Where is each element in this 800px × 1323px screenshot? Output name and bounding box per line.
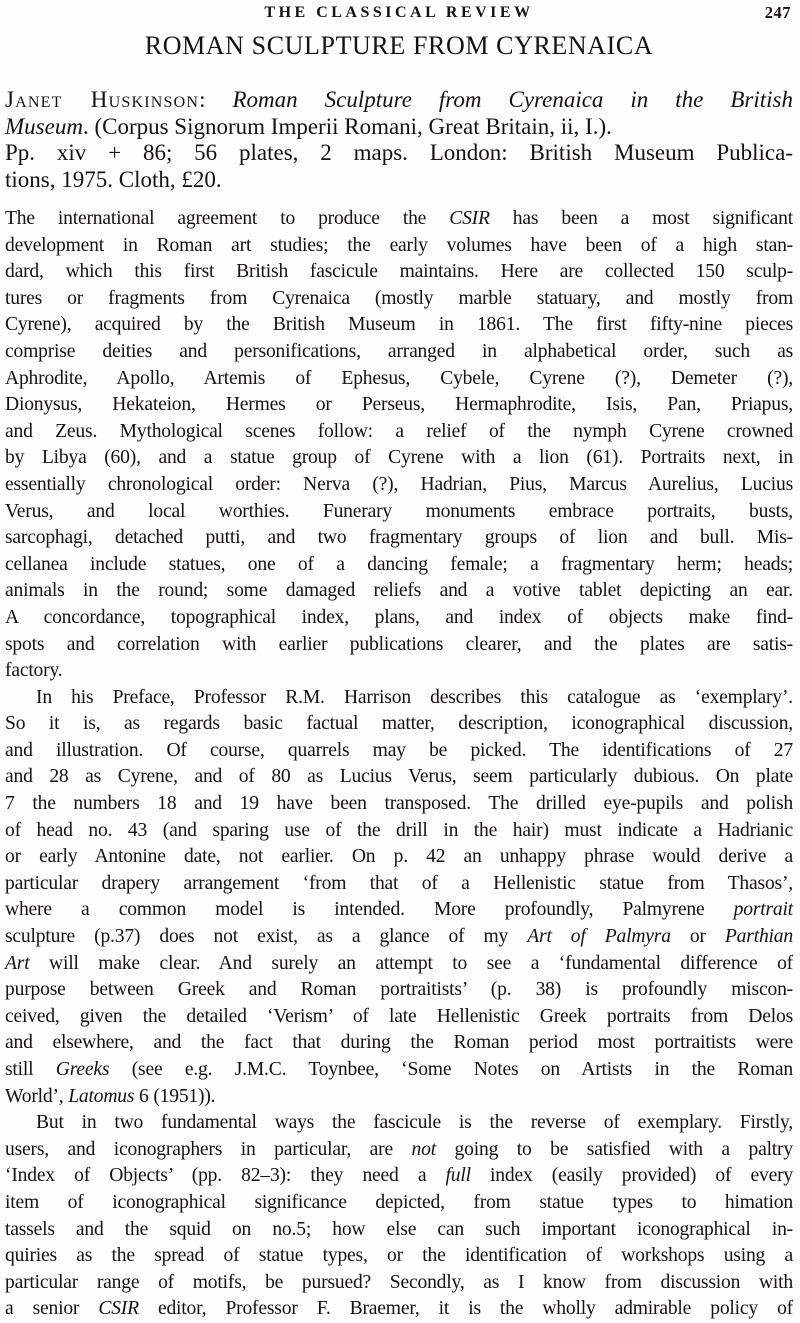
italic-text: Latomus bbox=[68, 1085, 135, 1107]
italic-text: CSIR bbox=[449, 208, 490, 229]
regular-text: where a common model is intended. More profoundly, Palmyrene bbox=[5, 899, 734, 921]
regular-text: cellanea include statues, one of a dancing female; a fragmentary herm; heads; bbox=[5, 553, 793, 575]
regular-text: development in Roman art studies; the early volumes have been of a high stan- bbox=[5, 234, 793, 256]
regular-text: quiries as the spread of statue types, or the identification of workshops using a bbox=[5, 1245, 793, 1267]
text-line bbox=[5, 844, 793, 871]
text-line bbox=[5, 366, 793, 393]
running-head bbox=[5, 3, 793, 23]
text-line bbox=[5, 1190, 793, 1217]
italic-text: Parthian bbox=[724, 926, 793, 948]
citation-block bbox=[5, 87, 793, 193]
italic-text: CSIR bbox=[98, 1298, 139, 1320]
regular-text: dard, which this first British fascicule maintains. Here are collected 150 sculp- bbox=[5, 261, 793, 283]
regular-text: particular range of motifs, be pursued? Secondly, as I know from discussion with bbox=[5, 1271, 793, 1293]
regular-text: : bbox=[199, 87, 233, 112]
regular-text: 6 (1951)). bbox=[134, 1085, 216, 1107]
regular-text: Verus, and local worthies. Funerary monuments embrace portraits, busts, bbox=[5, 500, 793, 522]
text-line bbox=[5, 1163, 793, 1190]
text-line bbox=[5, 924, 793, 951]
text-line bbox=[5, 259, 793, 286]
regular-text: by Libya (60), and a statue group of Cyrene with a lion (61). Portraits next, in bbox=[5, 447, 793, 469]
journal-title: THE CLASSICAL REVIEW bbox=[264, 4, 534, 21]
regular-text: ceived, given the detailed ‘Verism’ of late Hellenistic Greek portraits from Delos bbox=[5, 1005, 793, 1027]
regular-text: or bbox=[670, 926, 725, 948]
italic-text: portrait bbox=[733, 899, 793, 921]
regular-text: The international agreement to produce the bbox=[5, 208, 450, 229]
regular-text: index (easily provided) of every bbox=[470, 1165, 793, 1187]
text-line bbox=[5, 1004, 793, 1031]
regular-text: But in two fundamental ways the fascicule is the reverse of exemplary. Firstly, bbox=[36, 1112, 793, 1134]
text-line bbox=[5, 897, 793, 924]
text-line bbox=[5, 87, 793, 114]
regular-text: still bbox=[5, 1059, 56, 1080]
text-line bbox=[5, 764, 793, 791]
regular-text: Cyrene), acquired by the British Museum in 1861. The first fifty-nine pieces bbox=[5, 314, 793, 336]
text-line bbox=[5, 499, 793, 526]
regular-text: tures or fragments from Cyrenaica (mostly marble statuary, and mostly from bbox=[5, 287, 793, 309]
regular-text: and 28 as Cyrene, and of 80 as Lucius Verus, seem particularly dubious. On plate bbox=[5, 766, 793, 788]
paragraph-criticism bbox=[5, 1110, 793, 1323]
regular-text: purpose between Greek and Roman portraitists’ (p. 38) is profoundly miscon- bbox=[5, 979, 793, 1001]
smallcaps-text: Janet Huskinson bbox=[5, 87, 200, 112]
regular-text: editor, Professor F. Braemer, it is the wholly admirable policy of bbox=[138, 1298, 794, 1320]
italic-text: Museum bbox=[5, 113, 83, 139]
regular-text: So it is, as regards basic factual matter, description, iconographical discussion, bbox=[5, 713, 793, 735]
regular-text: spots and correlation with earlier publications clearer, and the plates are satis- bbox=[5, 633, 793, 655]
regular-text: users, and iconographers in particular, are bbox=[5, 1138, 412, 1160]
regular-text: or early Antonine date, not earlier. On p. 42 an unhappy phrase would derive a bbox=[5, 846, 793, 868]
regular-text: ‘Index of Objects’ (pp. 82–3): they need a bbox=[5, 1165, 446, 1187]
regular-text: and Zeus. Mythological scenes follow: a relief of the nymph Cyrene crowned bbox=[5, 420, 793, 442]
text-line bbox=[5, 1030, 793, 1057]
text-line bbox=[5, 605, 793, 632]
text-line bbox=[5, 1057, 793, 1084]
regular-text: A concordance, topographical index, plans, and index of objects make find- bbox=[5, 606, 793, 628]
article-title: ROMAN SCULPTURE FROM CYRENAICA bbox=[144, 31, 654, 60]
text-line bbox=[5, 392, 793, 419]
paragraph-overview bbox=[5, 206, 793, 685]
text-line bbox=[5, 685, 793, 712]
regular-text: factory. bbox=[5, 660, 63, 682]
regular-text: (see e.g. J.M.C. Toynbee, ‘Some Notes on Artists in the Roman bbox=[109, 1059, 793, 1080]
text-line bbox=[5, 1217, 793, 1244]
italic-text: not bbox=[411, 1138, 436, 1160]
regular-text: item of iconographical significance depicted, from statue types to himation bbox=[5, 1191, 793, 1213]
regular-text: comprise deities and personifications, arranged in alphabetical order, such as bbox=[5, 340, 793, 362]
italic-text: full bbox=[445, 1165, 471, 1187]
regular-text: . (Corpus Signorum Imperii Romani, Great Britain, ii, I.). bbox=[82, 113, 612, 139]
text-line bbox=[5, 167, 793, 194]
regular-text: tions, 1975. Cloth, £20. bbox=[5, 166, 222, 192]
regular-text: sarcophagi, detached putti, and two fragmentary groups of lion and bull. Mis- bbox=[5, 527, 793, 549]
italic-text: Art of Palmyra bbox=[527, 926, 671, 948]
text-line bbox=[5, 711, 793, 738]
text-line bbox=[5, 951, 793, 978]
text-line bbox=[5, 525, 793, 552]
page-number: 247 bbox=[764, 3, 791, 22]
text-line bbox=[5, 286, 793, 313]
regular-text: 7 the numbers 18 and 19 have been transposed. The drilled eye-pupils and polish bbox=[5, 793, 793, 815]
text-line bbox=[5, 233, 793, 260]
paragraph-quarrels bbox=[5, 685, 793, 1111]
regular-text: In his Preface, Professor R.M. Harrison describes this catalogue as ‘exemplary’. bbox=[36, 686, 793, 708]
italic-text: Greeks bbox=[55, 1059, 110, 1080]
regular-text: going to be satisfied with a paltry bbox=[435, 1138, 793, 1160]
text-line bbox=[5, 1137, 793, 1164]
text-line bbox=[5, 472, 793, 499]
regular-text: tassels and the squid on no.5; how else can such important iconographical in- bbox=[5, 1218, 793, 1240]
regular-text: and illustration. Of course, quarrels may be picked. The identifications of 27 bbox=[5, 739, 793, 761]
italic-text: Roman Sculpture from Cyrenaica in the British bbox=[232, 87, 793, 112]
text-line bbox=[5, 140, 793, 167]
text-line bbox=[5, 658, 793, 685]
text-line bbox=[5, 578, 793, 605]
text-line bbox=[5, 1110, 793, 1137]
text-line bbox=[5, 552, 793, 579]
regular-text: Pp. xiv + 86; 56 plates, 2 maps. London: British Museum Publica- bbox=[5, 140, 793, 165]
text-line bbox=[5, 339, 793, 366]
regular-text: and elsewhere, and the fact that during the Roman period most portraitists were bbox=[5, 1032, 793, 1054]
regular-text: will make clear. And surely an attempt to see a ‘fundamental difference of bbox=[29, 952, 793, 974]
regular-text: has been a most significant bbox=[489, 208, 793, 229]
text-line bbox=[5, 738, 793, 765]
regular-text: a senior bbox=[5, 1298, 99, 1320]
regular-text: of head no. 43 (and sparing use of the drill in the hair) must indicate a Hadrianic bbox=[5, 819, 793, 841]
text-line bbox=[5, 871, 793, 898]
text-line bbox=[5, 1243, 793, 1270]
review-body bbox=[5, 206, 793, 1323]
regular-text: animals in the round; some damaged reliefs and a votive tablet depicting an ear. bbox=[5, 580, 793, 602]
regular-text: Dionysus, Hekateion, Hermes or Perseus, Hermaphrodite, Isis, Pan, Priapus, bbox=[5, 394, 793, 416]
text-line bbox=[5, 206, 793, 233]
regular-text: particular drapery arrangement ‘from that of a Hellenistic statue from Thasos’, bbox=[5, 872, 793, 894]
text-line bbox=[5, 818, 793, 845]
text-line bbox=[5, 791, 793, 818]
text-line bbox=[5, 1270, 793, 1297]
regular-text: sculpture (p.37) does not exist, as a glance of my bbox=[5, 926, 528, 948]
text-line bbox=[5, 1084, 793, 1111]
text-line bbox=[5, 977, 793, 1004]
text-line bbox=[5, 632, 793, 659]
italic-text: Art bbox=[5, 952, 30, 974]
text-line bbox=[5, 114, 793, 141]
text-line bbox=[5, 1296, 793, 1323]
regular-text: Aphrodite, Apollo, Artemis of Ephesus, Cybele, Cyrene (?), Demeter (?), bbox=[5, 367, 793, 389]
regular-text: essentially chronological order: Nerva (?), Hadrian, Pius, Marcus Aurelius, Lucius bbox=[5, 473, 793, 495]
text-line bbox=[5, 419, 793, 446]
regular-text: World’, bbox=[5, 1085, 69, 1107]
text-line bbox=[5, 445, 793, 472]
text-line bbox=[5, 312, 793, 339]
